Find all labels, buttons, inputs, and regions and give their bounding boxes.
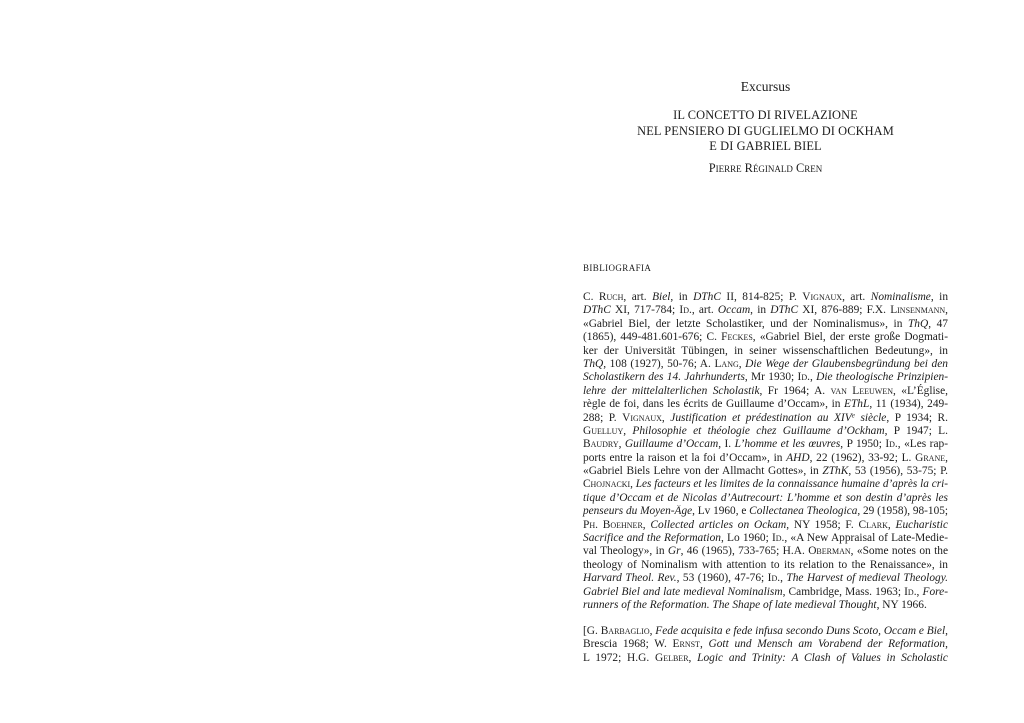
- text-run: , Lo 1960;: [720, 532, 772, 545]
- text-run: DThC: [770, 304, 799, 317]
- bibliography-line-text: [583, 559, 948, 572]
- text-run: Gabriel Biel and late medieval Nominalism: [583, 585, 783, 598]
- text-run: [G.: [583, 625, 601, 637]
- bibliography-line-text: [583, 638, 948, 651]
- text-run: Id.: [767, 572, 781, 585]
- text-run: lehre der mittelalterlichen Scholastik: [583, 384, 760, 397]
- text-run: , art.: [691, 304, 718, 317]
- bibliography-line-text: [583, 371, 948, 384]
- bibliography-line: [583, 625, 948, 638]
- text-run: ,: [916, 585, 923, 598]
- text-run: Les facteurs et les limites de la connaissance humaine d’après la cri-: [635, 478, 948, 491]
- text-run: , NY 1958; F.: [786, 518, 859, 531]
- bibliography-line-text: [583, 599, 927, 612]
- text-run: , I.: [718, 438, 735, 451]
- bibliography-line: [583, 599, 948, 612]
- text-run: Fore-: [922, 585, 949, 598]
- text-run: , art.: [842, 291, 871, 303]
- section-heading: BIBLIOGRAFIA: [583, 263, 652, 273]
- text-run: Id.: [679, 304, 692, 317]
- text-run: Fede acquisita e fede infusa secondo Duns Scoto, Occam e Biel: [655, 625, 946, 637]
- bibliography-line: [583, 532, 948, 545]
- bibliography-paragraph: [583, 291, 948, 612]
- text-run: , «Gabriel Biel, der erste große Dogmati-: [752, 331, 948, 344]
- text-run: Eucharistic: [895, 518, 948, 531]
- bibliography-line: [583, 425, 948, 438]
- text-run: II, 814-825; P.: [720, 291, 803, 303]
- text-run: Gr: [667, 545, 681, 558]
- bibliography-line-text: [583, 545, 948, 558]
- bibliography-line: [583, 291, 948, 304]
- text-run: ,: [945, 638, 948, 651]
- text-run: , Cambridge, Mass. 1963;: [782, 585, 905, 598]
- text-run: ,: [809, 371, 817, 384]
- text-run: ZThK: [822, 465, 849, 478]
- text-run: Gelber: [654, 651, 689, 664]
- bibliography-line: [583, 438, 948, 451]
- text-run: , «A New Appraisal of Late-Medie-: [784, 532, 948, 545]
- bibliography-line-text: [583, 478, 948, 491]
- bibliography-line: [583, 385, 948, 398]
- chapter-title-line: E DI GABRIEL BIEL: [709, 139, 822, 153]
- bibliography-line: [583, 465, 948, 478]
- bibliography-line-text: [583, 398, 948, 411]
- text-run: , Lv 1960, e: [692, 505, 750, 518]
- text-run: Collected articles on Ockam: [650, 518, 787, 531]
- text-run: runners of the Reformation. The Shape of late medieval Thought: [583, 598, 877, 611]
- bibliography-line-text: [583, 345, 948, 358]
- text-run: ,: [945, 625, 948, 637]
- bibliography-line: [583, 519, 948, 532]
- text-run: Gott und Mensch am Vorabend der Reformation: [708, 638, 946, 651]
- bibliography-line: [583, 398, 948, 411]
- text-run: ,: [699, 638, 709, 651]
- text-run: siècle: [854, 411, 887, 424]
- text-run: , 11 (1934), 249-: [869, 398, 948, 411]
- bibliography-line: [583, 638, 948, 651]
- text-run: L’homme et les œuvres: [734, 438, 841, 451]
- text-run: ,: [688, 651, 698, 664]
- text-run: Harvard Theol. Rev.: [583, 572, 677, 585]
- text-run: , 46 (1965), 733-765; H.A.: [680, 545, 809, 558]
- text-run: , «Some notes on the: [850, 545, 949, 558]
- bibliography-line: [583, 559, 948, 572]
- text-run: van Leeuwen: [830, 384, 894, 397]
- text-run: ,: [618, 438, 625, 451]
- text-run: règle de foi, dans les écrits de Guillaume d’Occam», in: [583, 398, 845, 411]
- text-run: val Theology», in: [583, 545, 668, 558]
- text-run: «Gabriel Biel, der letzte Scholastiker, und der Nominalismus», in: [583, 317, 908, 330]
- text-run: Linsenmann: [890, 304, 946, 317]
- bibliography-line: [583, 492, 948, 505]
- text-run: Ph. Boehner: [583, 518, 643, 531]
- text-run: , P 1934; R.: [886, 411, 948, 424]
- text-run: Nominalisme: [870, 291, 931, 303]
- text-run: L 1972; H.G.: [583, 651, 655, 664]
- bibliography-line: [583, 505, 948, 518]
- text-run: «Gabriel Biels Lehre von der Allmacht Gottes», in: [583, 465, 823, 478]
- bibliography-line: [583, 358, 948, 371]
- text-run: Id.: [771, 532, 785, 545]
- text-run: , 53 (1960), 47-76;: [676, 572, 768, 585]
- text-run: ThQ: [583, 357, 604, 370]
- bibliography-line-text: [583, 304, 948, 317]
- text-run: Feckes: [721, 331, 753, 344]
- text-run: ,: [887, 518, 896, 531]
- bibliography-line-text: [583, 452, 948, 465]
- text-run: penseurs du Moyen-Âge: [583, 505, 693, 518]
- text-run: , 29 (1958), 98-105;: [857, 505, 948, 518]
- bibliography-line: [583, 478, 948, 491]
- text-run: theology of Nominalism with attention to its relation to the Renaissance», in: [583, 558, 948, 571]
- text-run: , 53 (1956), 53-75; P.: [848, 465, 948, 478]
- bibliography-line-text: [583, 425, 948, 438]
- text-run: ,: [649, 625, 656, 637]
- text-run: Lang: [714, 357, 739, 370]
- text-run: XI, 876-889; F.X.: [798, 304, 891, 317]
- text-run: Id.: [885, 438, 898, 451]
- text-run: XI, 717-784;: [610, 304, 680, 317]
- text-run: ThQ: [907, 317, 929, 330]
- text-run: Biel: [652, 291, 671, 303]
- bibliography-line: [583, 652, 948, 665]
- text-run: , in: [670, 291, 694, 303]
- bibliography-line-text: [583, 412, 948, 425]
- bibliography-line-text: [583, 492, 948, 505]
- text-run: EThL: [844, 398, 870, 411]
- text-run: , «L’Église,: [893, 384, 949, 397]
- text-run: The Harvest of medieval Theology.: [786, 572, 948, 585]
- text-run: ,: [945, 304, 949, 317]
- text-run: DThC: [583, 304, 611, 317]
- bibliography-line: [583, 572, 948, 585]
- text-run: Collectanea Theologica: [749, 505, 858, 518]
- chapter-title-line: IL CONCETTO DI RIVELAZIONE: [673, 108, 858, 122]
- bibliography-line: [583, 304, 948, 317]
- bibliography-line-text: [583, 385, 948, 398]
- text-run: Barbaglio: [600, 625, 650, 637]
- text-run: , 22 (1962), 33-92; L.: [809, 451, 916, 464]
- text-run: ,: [738, 357, 746, 370]
- text-run: , P 1947; L.: [884, 424, 948, 437]
- text-run: , Fr 1964; A.: [759, 384, 831, 397]
- text-run: Grane: [915, 451, 946, 464]
- text-run: Baudry: [583, 438, 619, 451]
- bibliography-line-text: [583, 652, 948, 665]
- text-run: ,: [630, 478, 636, 491]
- text-run: tique d’Occam et de Nicolas d’Autrecourt: L’homme et son destin d’après les: [583, 491, 948, 504]
- bibliography-line-text: [583, 625, 948, 638]
- bibliography-line: [583, 318, 948, 331]
- text-run: Occam: [717, 304, 751, 317]
- text-run: Id.: [904, 585, 917, 598]
- bibliography-line: [583, 452, 948, 465]
- text-run: , in: [930, 291, 949, 303]
- text-run: Guelluy: [583, 424, 624, 437]
- bibliography-line-text: [583, 331, 948, 344]
- text-run: Scholastikern des 14. Jahrhunderts: [583, 371, 745, 384]
- bibliography-line: [583, 412, 948, 425]
- text-run: Clark: [858, 518, 888, 531]
- bibliography-line-text: [583, 438, 948, 451]
- bibliography-line-text: [583, 586, 948, 599]
- text-run: ,: [780, 572, 787, 585]
- text-run: Ernst: [672, 638, 700, 651]
- running-section-label: Excursus: [740, 79, 791, 94]
- text-run: Die theologische Prinzipien-: [816, 371, 948, 384]
- text-run: ,: [642, 518, 651, 531]
- text-run: , in: [750, 304, 771, 317]
- text-run: Ruch: [598, 291, 624, 303]
- bibliography-line-text: [583, 318, 948, 331]
- text-run: AHD: [786, 451, 810, 464]
- bibliography-paragraph: [583, 625, 948, 665]
- chapter-title: [583, 108, 948, 155]
- author-name: Pierre Réginald Cren: [708, 161, 823, 175]
- text-run: 288; P.: [583, 411, 623, 424]
- bibliography-line: [583, 545, 948, 558]
- bibliography-line-text: [583, 358, 948, 371]
- bibliography-line-text: [583, 519, 948, 532]
- bibliography-line-text: [583, 532, 948, 545]
- text-run: , P 1950;: [840, 438, 886, 451]
- text-run: (1865), 449-481.601-676; C.: [583, 331, 722, 344]
- bibliography-line: [583, 586, 948, 599]
- text-run: Guillaume d’Occam: [624, 438, 719, 451]
- bibliography-line-text: [583, 505, 948, 518]
- text-run: , Mr 1930;: [744, 371, 798, 384]
- text-run: , art.: [623, 291, 653, 303]
- text-run: Id.: [797, 371, 810, 384]
- text-run: Sacrifice and the Reformation: [583, 532, 721, 545]
- bibliography-line: [583, 371, 948, 384]
- text-run: DThC: [693, 291, 721, 303]
- text-run: Brescia 1968; W.: [583, 638, 673, 651]
- bibliography-line: [583, 331, 948, 344]
- chapter-title-line: NEL PENSIERO DI GUGLIELMO DI OCKHAM: [637, 123, 894, 138]
- text-run: ports entre la raison et la foi d’Occam», in: [583, 451, 787, 464]
- bibliography-line-text: [583, 465, 948, 478]
- bibliography-line-text: [583, 572, 948, 585]
- text-run: ,: [661, 411, 671, 424]
- text-run: ker der Universität Tübingen, in seiner wissenschaftlichen Bedeutung», in: [583, 344, 948, 357]
- text-run: Vignaux: [802, 291, 843, 303]
- text-run: Die Wege der Glaubensbegründung bei den: [745, 357, 948, 370]
- text-run: Chojnacki: [583, 478, 631, 491]
- text-run: Vignaux: [622, 411, 662, 424]
- text-run: Philosophie et théologie chez Guillaume d’Ockham: [632, 424, 885, 437]
- text-run: ,: [623, 424, 633, 437]
- text-run: , 47: [928, 317, 948, 330]
- bibliography-line: [583, 345, 948, 358]
- text-run: Oberman: [808, 545, 851, 558]
- text-run: C.: [583, 291, 599, 303]
- text-run: , NY 1966.: [876, 598, 927, 611]
- text-run: Logic and Trinity: A Clash of Values in Scholastic: [697, 651, 948, 664]
- text-run: Justification et prédestination au XIV: [670, 411, 852, 424]
- text-run: ,: [945, 451, 948, 464]
- text-run: , «Les rap-: [897, 438, 949, 451]
- text-run: e: [851, 410, 855, 420]
- bibliography-line-text: [583, 291, 948, 304]
- text-run: , 108 (1927), 50-76; A.: [603, 357, 715, 370]
